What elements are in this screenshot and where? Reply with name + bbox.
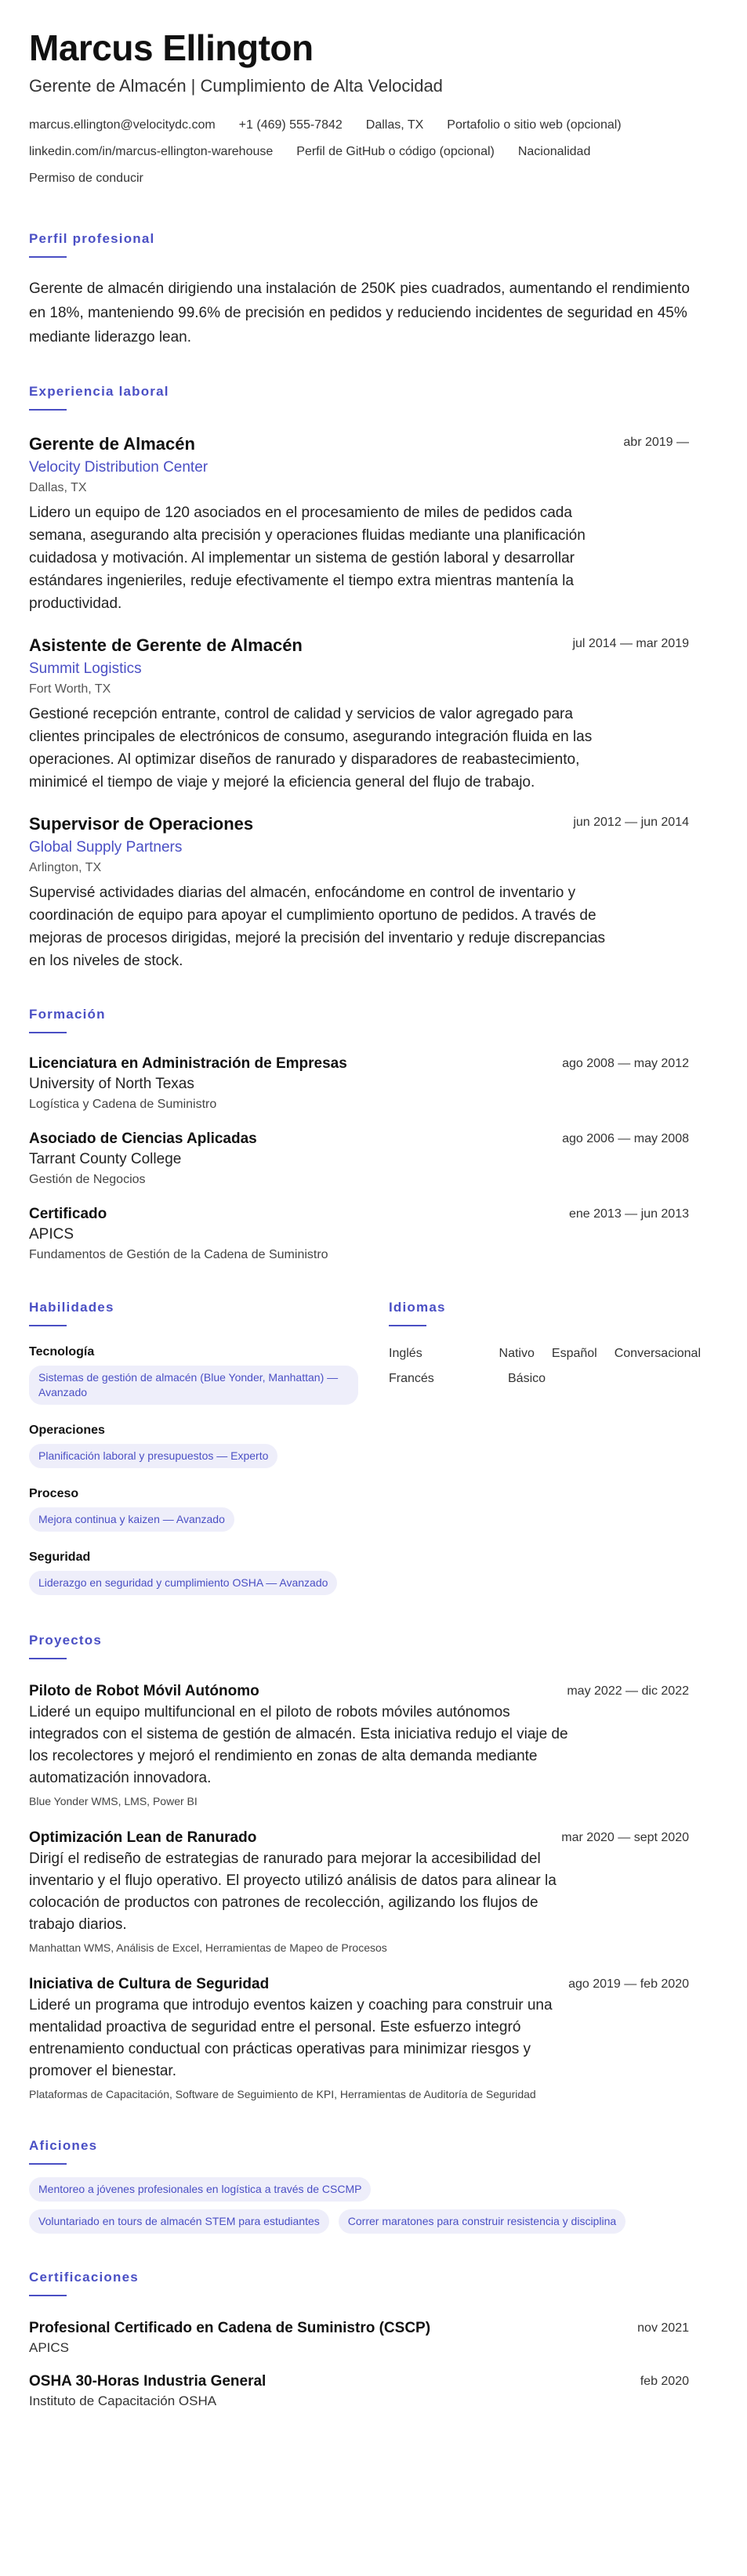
section-divider [29,1325,67,1326]
certification-issuer: Instituto de Capacitación OSHA [29,2393,217,2408]
summary-text: Gerente de almacén dirigiendo una instalación de 250K pies cuadrados, aumentando el rendimiento en 18%, manteniendo 99.6% de precisión en pedidos y reduciendo incidentes de seguridad en 45% mediante liderazgo lean. [29,280,690,346]
project-entry [29,1829,718,1956]
certifications-section [29,2270,718,2409]
job-description: Supervisé actividades diarias del almacén, enfocándome en control de inventario y coordinación de equipo para apoyar el cumplimiento oportuno de pedidos. A través de mejoras de procesos dirigidas, mejoré la precisión del inventario y reduje discrepancias en los niveles de stock. [29,884,606,969]
language-level: Español [551,1346,597,1360]
language-level: Nativo [499,1346,535,1360]
contact-website[interactable]: Portafolio o sitio web (opcional) [447,118,622,132]
section-title: Idiomas [389,1299,446,1315]
section-divider [29,2295,67,2296]
project-entry [29,1976,718,2102]
job-dates: jul 2014 — mar 2019 [572,636,689,650]
skill-category: Operaciones [29,1423,105,1437]
section-divider [389,1325,426,1326]
hobby-pill: Correr maratones para construir resistencia y disciplina [339,2209,626,2234]
contact-phone[interactable]: +1 (469) 555-7842 [238,118,343,132]
job-dates: abr 2019 — [623,435,689,449]
job-title: Gerente de Almacén [29,433,195,454]
project-description: Dirigí el rediseño de estrategias de ranurado para mejorar la accesibilidad del inventario y el flujo operativo. El proyecto utilizó análisis de datos para alinear la colocación de productos con patrones de recolección, agilizando los flujos de trabajo diarios. [29,1850,557,1933]
skill-pill: Mejora continua y kaizen — Avanzado [29,1507,234,1532]
language-level: Conversacional [614,1346,701,1360]
job-title: Asistente de Gerente de Almacén [29,635,303,655]
project-title: Optimización Lean de Ranurado [29,1829,257,1846]
job-entry [29,814,718,972]
education-dates: ago 2006 — may 2008 [562,1131,689,1145]
job-location: Dallas, TX [29,480,87,494]
education-field: Logística y Cadena de Suministro [29,1097,217,1111]
resume-header [29,28,718,192]
education-degree: Certificado [29,1205,107,1222]
project-entry [29,1683,718,1809]
project-title: Iniciativa de Cultura de Seguridad [29,1975,270,1992]
education-school: University of North Texas [29,1075,194,1092]
job-company: Summit Logistics [29,660,142,677]
job-company: Global Supply Partners [29,838,183,856]
skill-pill: Liderazgo en seguridad y cumplimiento OSHA — Avanzado [29,1571,337,1595]
project-dates: may 2022 — dic 2022 [567,1684,689,1698]
education-entry [29,1131,718,1187]
contact-nationality: Nacionalidad [517,144,591,158]
language-level: Básico [508,1371,546,1385]
section-title: Formación [29,1006,106,1022]
job-description: Gestioné recepción entrante, control de calidad y servicios de valor agregado para clientes principales de electrónicos de consumo, asegurando integración fluida en las operaciones. Al optimizar diseños de ranurado y disparadores de reabastecimiento, minimicé el tiempo de viaje y mejoré la eficiencia general del flujo de trabajo. [29,705,593,791]
projects-section [29,1633,718,2102]
certification-name: OSHA 30-Horas Industria General [29,2372,267,2390]
section-title: Habilidades [29,1299,114,1315]
certification-entry [29,2373,718,2409]
project-tech: Manhattan WMS, Análisis de Excel, Herramientas de Mapeo de Procesos [29,1941,387,1954]
hobby-pill: Voluntariado en tours de almacén STEM para estudiantes [29,2209,329,2234]
section-title: Proyectos [29,1632,103,1648]
education-dates: ene 2013 — jun 2013 [568,1207,689,1221]
summary-section [29,231,718,349]
project-tech: Plataformas de Capacitación, Software de Seguimiento de KPI, Herramientas de Auditoría de Seguridad [29,2087,536,2100]
section-divider [29,2163,67,2165]
hobby-row [29,2209,718,2234]
project-description: Lideré un equipo multifuncional en el piloto de robots móviles autónomos integrados con el sistema de gestión de almacén. Esta iniciativa redujo el viaje de los recolectores y mejoró el rendimiento en zonas de alta demanda mediante automatización innovadora. [29,1703,568,1786]
skill-pill: Planificación laboral y presupuestos — Experto [29,1444,277,1468]
job-location: Arlington, TX [29,860,102,874]
job-location: Fort Worth, TX [29,682,111,696]
section-title: Perfil profesional [29,230,155,246]
project-title: Piloto de Robot Móvil Autónomo [29,1682,259,1699]
contact-github[interactable]: Perfil de GitHub o código (opcional) [296,144,495,158]
certification-issuer: APICS [29,2339,70,2355]
project-description: Lideré un programa que introdujo eventos kaizen y coaching para construir una mentalidad proactiva de seguridad entre el personal. Este esfuerzo integró entrenamiento conductual con prácticas operativas para minimizar riesgos y promover el bienestar. [29,1996,553,2079]
certification-name: Profesional Certificado en Cadena de Suministro (CSCP) [29,2319,431,2336]
job-description: Lidero un equipo de 120 asociados en el procesamiento de miles de pedidos cada semana, asegurando alta precisión y operaciones fluidas mediante una planificación cuidadosa y motivación. Al implementar un sistema de gestión laboral y desarrollar estándares ingenieriles, reduje efectivamente el tiempo extra mientras mantenía la productividad. [29,504,586,612]
section-divider [29,1032,67,1033]
education-degree: Asociado de Ciencias Aplicadas [29,1130,257,1147]
skill-category: Seguridad [29,1550,91,1564]
section-title: Certificaciones [29,2269,139,2285]
certification-date: feb 2020 [640,2374,689,2388]
project-dates: ago 2019 — feb 2020 [568,1977,689,1991]
languages-section [389,1300,718,1595]
job-entry [29,635,718,794]
section-divider [29,256,67,258]
skill-category: Tecnología [29,1344,95,1359]
certification-date: nov 2021 [637,2321,689,2335]
skills-section [29,1300,389,1595]
job-entry [29,434,718,615]
contact-email[interactable]: marcus.ellington@velocitydc.com [29,118,216,132]
skill-category: Proceso [29,1486,79,1500]
candidate-name: Marcus Ellington [29,27,314,68]
education-field: Gestión de Negocios [29,1172,146,1186]
education-section [29,1007,718,1262]
job-dates: jun 2012 — jun 2014 [573,815,689,829]
project-tech: Blue Yonder WMS, LMS, Power BI [29,1794,198,1807]
language-row [389,1372,718,1386]
candidate-title: Gerente de Almacén | Cumplimiento de Alta Velocidad [29,75,443,96]
education-field: Fundamentos de Gestión de la Cadena de Suministro [29,1247,328,1261]
contact-list [29,112,703,192]
section-divider [29,409,67,411]
skills-languages-row [29,1300,718,1595]
language-name: Francés [389,1371,434,1385]
language-name: Inglés [389,1346,422,1360]
section-title: Aficiones [29,2137,98,2153]
hobby-row [29,2177,718,2202]
contact-location: Dallas, TX [365,118,424,132]
certification-entry [29,2320,718,2356]
section-divider [29,1658,67,1659]
job-title: Supervisor de Operaciones [29,813,254,834]
skill-pill: Sistemas de gestión de almacén (Blue Yonder, Manhattan) — Avanzado [29,1366,358,1405]
hobby-pill: Mentoreo a jóvenes profesionales en logística a través de CSCMP [29,2177,371,2202]
education-school: Tarrant County College [29,1150,182,1167]
contact-driving-license: Permiso de conducir [29,171,143,185]
section-title: Experiencia laboral [29,383,169,399]
education-school: APICS [29,1225,74,1243]
hobbies-section [29,2138,718,2234]
education-degree: Licenciatura en Administración de Empresas [29,1055,347,1072]
education-entry [29,1206,718,1262]
language-row [389,1347,718,1361]
education-entry [29,1055,718,1112]
education-dates: ago 2008 — may 2012 [562,1056,689,1070]
job-company: Velocity Distribution Center [29,458,209,476]
project-dates: mar 2020 — sept 2020 [561,1830,689,1844]
contact-linkedin[interactable]: linkedin.com/in/marcus-ellington-warehouse [29,144,274,158]
experience-section [29,384,718,972]
